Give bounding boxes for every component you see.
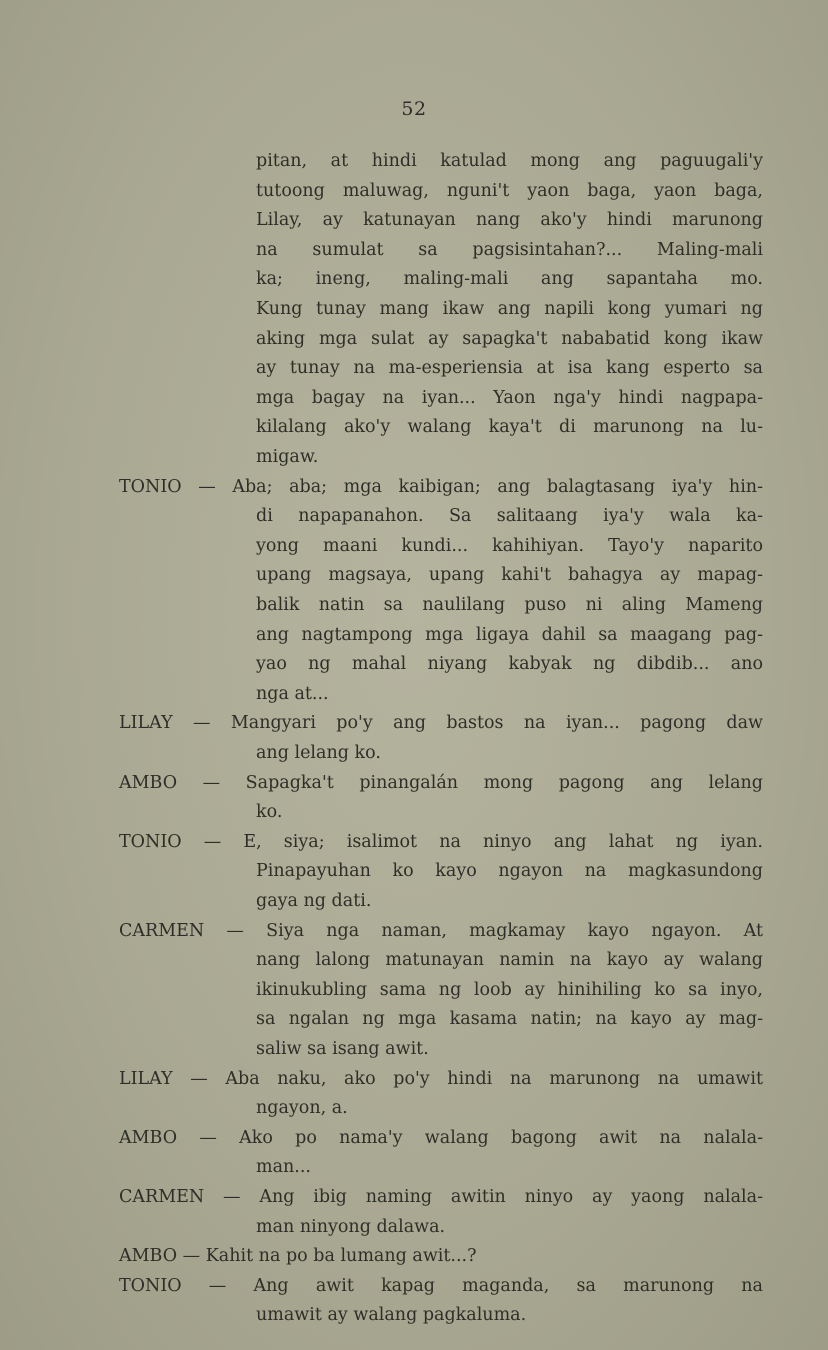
text-line: di napapanahon. Sa salitaang iya'y wala ka- (256, 506, 763, 527)
text-line: nang lalong matunayan namin na kayo ay walang (256, 950, 763, 971)
text-line: yao ng mahal niyang kabyak ng dibdib... ano (256, 654, 763, 675)
speaker-line: CARMEN — Siya nga naman, magkamay kayo ngayon. At (119, 920, 763, 941)
text-line: ko. (256, 802, 283, 823)
speaker-line: TONIO — Aba; aba; mga kaibigan; ang balagtasang iya'y hin- (119, 476, 763, 497)
text-line: ikinukubling sama ng loob ay hinihiling ko sa inyo, (256, 979, 763, 1000)
text-line: ang lelang ko. (256, 743, 381, 763)
text-line: ay tunay na ma-esperiensia at isa kang esperto sa (256, 358, 763, 379)
speaker-line: LILAY — Mangyari po'y ang bastos na iyan... pagong daw (119, 713, 763, 734)
text-line: migaw. (256, 447, 319, 467)
page-number: 52 (401, 98, 427, 120)
text-line: aking mga sulat ay sapagka't nababatid kong ikaw (256, 328, 763, 349)
text-line: Kung tunay mang ikaw ang napili kong yumari ng (256, 299, 763, 319)
text-line: ngayon, a. (256, 1098, 348, 1119)
text-line: gaya ng dati. (256, 891, 372, 911)
text-line: ka; ineng, maling-mali ang sapantaha mo. (256, 269, 763, 290)
text-line: umawit ay walang pagkaluma. (256, 1305, 527, 1326)
text-line: mga bagay na iyan... Yaon nga'y hindi nagpapa- (256, 387, 763, 408)
text-line: upang magsaya, upang kahi't bahagya ay mapag- (256, 565, 763, 586)
speaker-line: AMBO — Kahit na po ba lumang awit...? (119, 1246, 477, 1267)
text-line: man... (256, 1157, 311, 1178)
text-line: pitan, at hindi katulad mong ang paguugali'y (256, 151, 763, 171)
text-line: na sumulat sa pagsisintahan?... Maling-mali (256, 239, 763, 260)
text-line: saliw sa isang awit. (256, 1039, 429, 1059)
text-line: man ninyong dalawa. (256, 1216, 446, 1237)
text-line: Pinapayuhan ko kayo ngayon na magkasundong (256, 861, 763, 882)
text-line: nga at... (256, 683, 329, 704)
speaker-line: TONIO — Ang awit kapag maganda, sa marunong na (119, 1275, 763, 1296)
speaker-line: TONIO — E, siya; isalimot na ninyo ang lahat ng iyan. (119, 831, 763, 852)
text-line: Lilay, ay katunayan nang ako'y hindi marunong (256, 210, 763, 231)
speaker-line: AMBO — Sapagka't pinangalán mong pagong ang lelang (119, 772, 763, 793)
text-line: tutoong maluwag, nguni't yaon baga, yaon baga, (256, 180, 763, 201)
text-line: balik natin sa naulilang puso ni aling Mameng (256, 595, 763, 615)
text-line: sa ngalan ng mga kasama natin; na kayo ay mag- (256, 1009, 763, 1030)
speaker-line: CARMEN — Ang ibig naming awitin ninyo ay yaong nalala- (119, 1187, 763, 1207)
speaker-line: LILAY — Aba naku, ako po'y hindi na marunong na umawit (119, 1068, 763, 1089)
speaker-line: AMBO — Ako po nama'y walang bagong awit na nalala- (119, 1127, 763, 1148)
text-line: ang nagtampong mga ligaya dahil sa maagang pag- (256, 624, 763, 645)
text-line: kilalang ako'y walang kaya't di marunong na lu- (256, 417, 763, 438)
text-line: yong maani kundi... kahihiyan. Tayo'y naparito (256, 535, 763, 556)
